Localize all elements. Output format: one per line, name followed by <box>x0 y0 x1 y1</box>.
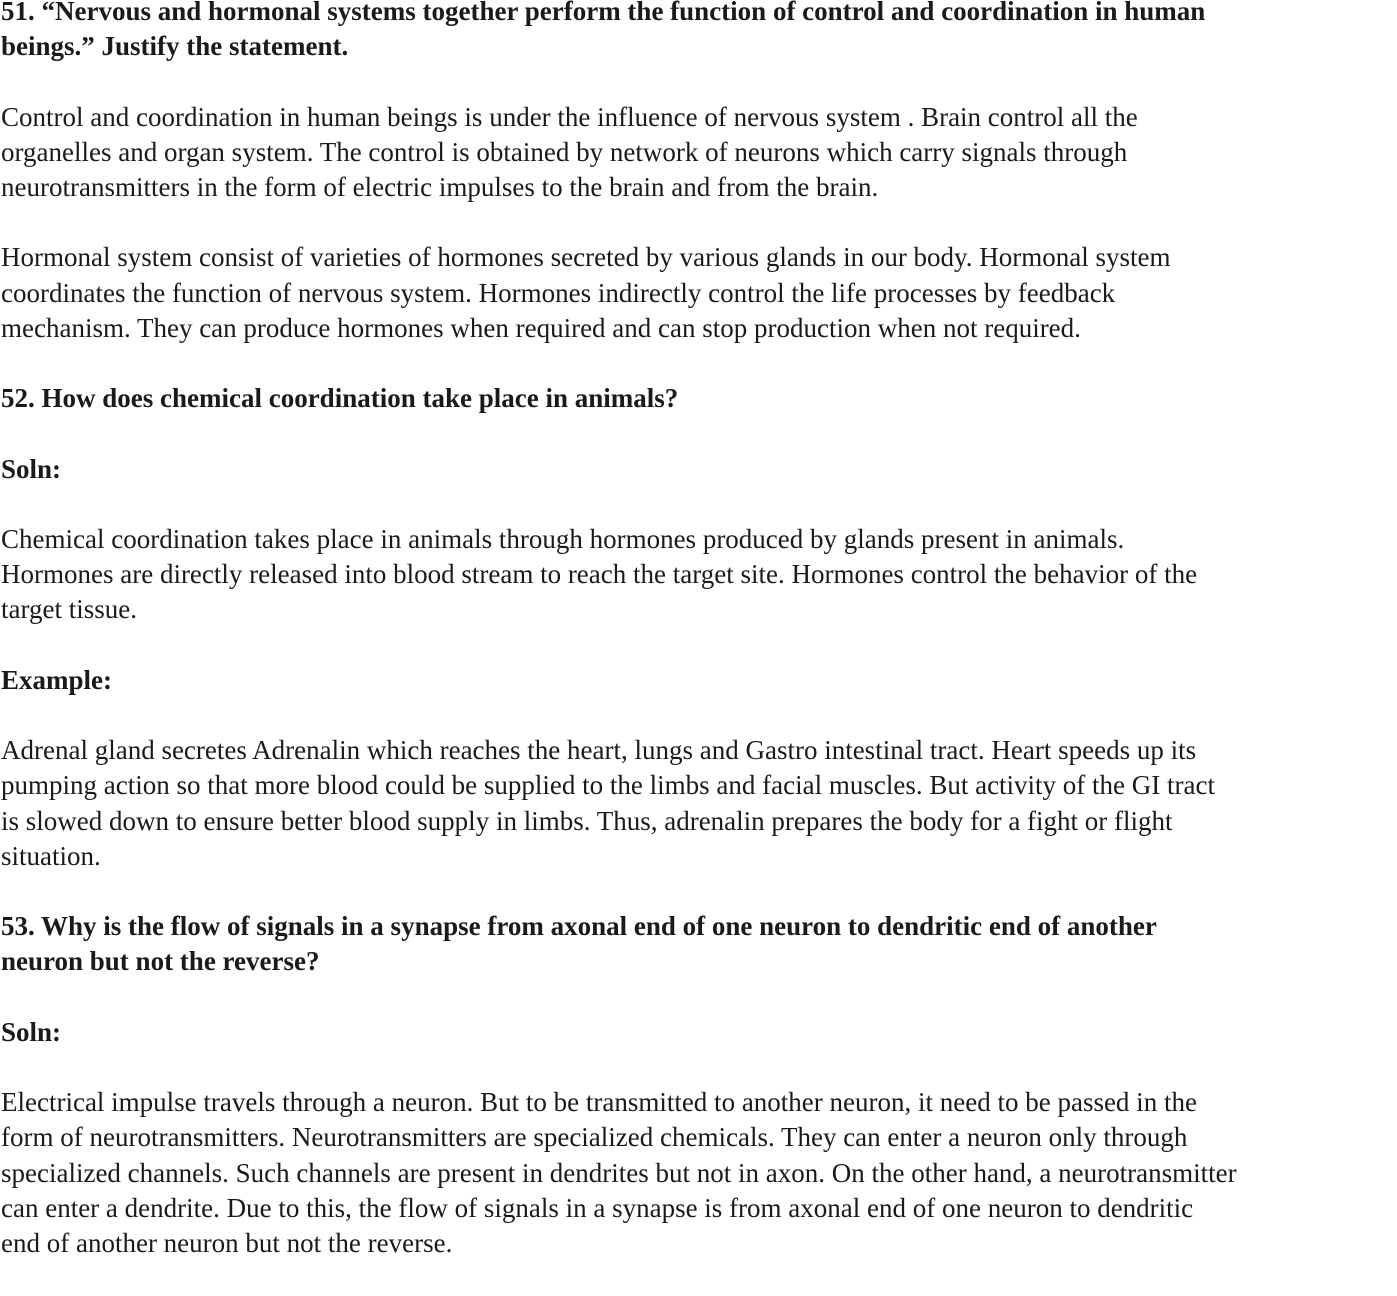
text-line: Electrical impulse travels through a neuron. But to be transmitted to another neuron, it need to be passed in the <box>1 1087 1197 1118</box>
text-line: organelles and organ system. The control is obtained by network of neurons which carry signals through <box>1 136 1128 167</box>
text-line: Chemical coordination takes place in animals through hormones produced by glands present in animals. <box>1 523 1125 554</box>
text-line: Soln: <box>1 453 62 484</box>
document-page <box>1 0 1397 1296</box>
text-line: situation. <box>1 840 101 871</box>
text-line: Control and coordination in human beings is under the influence of nervous system . Brain control all the <box>1 101 1138 132</box>
text-line: coordinates the function of nervous system. Hormones indirectly control the life processes by feedback <box>1 277 1116 308</box>
text-line: can enter a dendrite. Due to this, the flow of signals in a synapse is from axonal end of one neuron to dendritic <box>1 1192 1194 1223</box>
text-line: 53. Why is the flow of signals in a synapse from axonal end of one neuron to dendritic end of another <box>1 911 1157 942</box>
paragraph <box>1 733 1397 874</box>
heading <box>1 0 1397 64</box>
heading <box>1 1015 1397 1050</box>
heading <box>1 909 1397 979</box>
heading <box>1 381 1397 416</box>
text-line: form of neurotransmitters. Neurotransmitters are specialized chemicals. They can enter a neuron only through <box>1 1122 1188 1153</box>
text-line: Example: <box>1 664 112 695</box>
text-line: specialized channels. Such channels are present in dendrites but not in axon. On the other hand, a neurotransmitter <box>1 1157 1237 1188</box>
text-line: 51. “Nervous and hormonal systems together perform the function of control and coordination in human <box>1 0 1206 26</box>
paragraph <box>1 240 1397 346</box>
text-line: end of another neuron but not the reverse. <box>1 1227 453 1258</box>
text-line: 52. How does chemical coordination take place in animals? <box>1 383 679 414</box>
text-line: Hormones are directly released into blood stream to reach the target site. Hormones control the behavior of the <box>1 559 1198 590</box>
text-line: Hormonal system consist of varieties of hormones secreted by various glands in our body. Hormonal system <box>1 242 1171 273</box>
paragraph <box>1 522 1397 628</box>
text-line: neurotransmitters in the form of electric impulses to the brain and from the brain. <box>1 172 879 202</box>
heading <box>1 663 1397 698</box>
text-line: Adrenal gland secretes Adrenalin which reaches the heart, lungs and Gastro intestinal tract. Heart speeds up its <box>1 735 1197 766</box>
text-line: pumping action so that more blood could be supplied to the limbs and facial muscles. But activity of the GI tract <box>1 770 1215 801</box>
text-line: mechanism. They can produce hormones when required and can stop production when not required. <box>1 312 1081 343</box>
text-line: is slowed down to ensure better blood supply in limbs. Thus, adrenalin prepares the body for a fight or flight <box>1 805 1173 836</box>
text-line: neuron but not the reverse? <box>1 946 320 977</box>
text-line: target tissue. <box>1 594 137 625</box>
paragraph <box>1 1085 1397 1261</box>
text-line: beings.” Justify the statement. <box>1 31 349 62</box>
heading <box>1 452 1397 487</box>
paragraph <box>1 100 1397 206</box>
text-line: Soln: <box>1 1016 62 1047</box>
